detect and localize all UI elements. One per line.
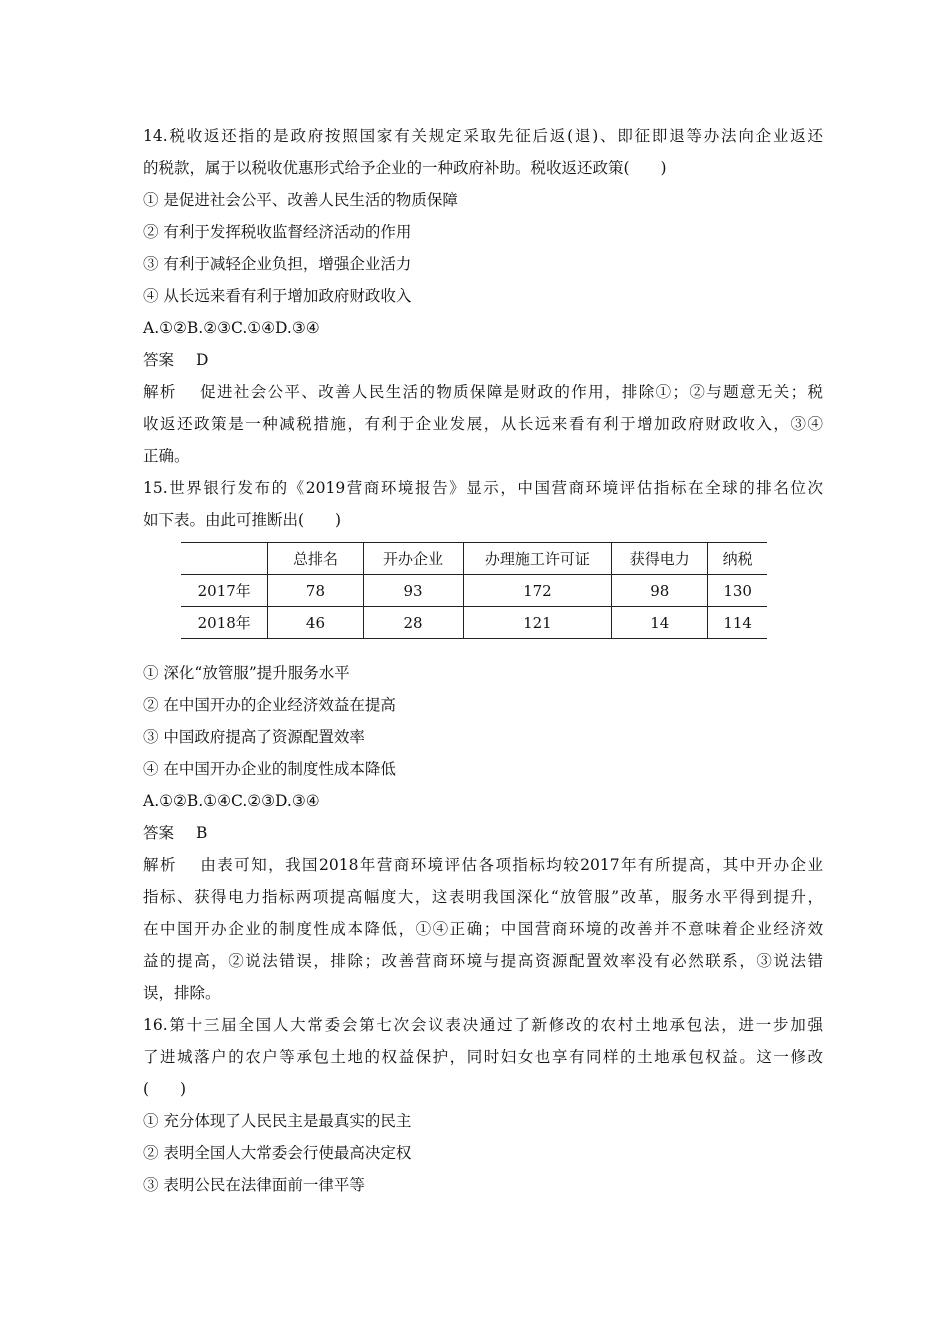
q14-stem-line-2: 的税款，属于以税收优惠形式给予企业的一种政府补助。税收返还政策( ): [143, 159, 667, 177]
q15-option-1: ① 深化“放管服”提升服务水平: [143, 664, 350, 682]
table-cell: 98: [612, 575, 708, 607]
document-page: [143, 120, 823, 1201]
q14-option-2: ② 有利于发挥税收监督经济活动的作用: [143, 223, 412, 241]
q14-option-4: ④ 从长远来看有利于增加政府财政收入: [143, 287, 412, 305]
q14-analysis-line-2: 收返还政策是一种减税措施，有利于企业发展，从长远来看有利于增加政府财政收入，③④: [143, 415, 823, 433]
table-row: [181, 607, 767, 639]
q16-stem-line-3: ( ): [143, 1080, 187, 1098]
q16-stem-line-1: 16.第十三届全国人大常委会第七次会议表决通过了新修改的农村土地承包法，进一步加强: [143, 1016, 823, 1034]
ranking-table: [181, 542, 767, 639]
q15-analysis-line-5: 误，排除。: [143, 984, 221, 1002]
q14-answer-label: 答案: [143, 351, 175, 369]
table-cell: 2017年: [181, 575, 268, 607]
q15-analysis-line-2: 指标、获得电力指标两项提高幅度大，这表明我国深化“放管服”改革，服务水平得到提升，: [143, 888, 823, 906]
table-cell: 14: [612, 607, 708, 639]
q14-answer: [143, 344, 823, 376]
table-header-cell: [181, 543, 268, 575]
table-cell: 172: [463, 575, 612, 607]
q15-answer-value: B: [196, 824, 208, 842]
q16-stem-line-2: 了进城落户的农户等承包土地的权益保护，同时妇女也享有同样的土地承包权益。这一修改: [143, 1048, 823, 1066]
q14-answer-value: D: [196, 351, 209, 369]
table-cell: 121: [463, 607, 612, 639]
q15-option-4: ④ 在中国开办企业的制度性成本降低: [143, 760, 396, 778]
table-header-cell: 开办企业: [363, 543, 463, 575]
table-cell: 2018年: [181, 607, 268, 639]
q15-option-2: ② 在中国开办的企业经济效益在提高: [143, 696, 396, 714]
table-header-cell: 纳税: [708, 543, 767, 575]
q15-analysis-text-1: 由表可知，我国2018年营商环境评估各项指标均较2017年有所提高，其中开办企业: [198, 856, 823, 874]
table-header-cell: 办理施工许可证: [463, 543, 612, 575]
q15-analysis-line-4: 益的提高，②说法错误，排除；改善营商环境与提高资源配置效率没有必然联系，③说法错: [143, 952, 823, 970]
table-header-cell: 总排名: [268, 543, 363, 575]
q14-analysis-text-1: 促进社会公平、改善人民生活的物质保障是财政的作用，排除①；②与题意无关；税: [198, 383, 823, 401]
q15-analysis-line-1: [143, 849, 823, 881]
q14-choices: A.①②B.②③C.①④D.③④: [143, 319, 320, 337]
q14-analysis-line-3: 正确。: [143, 447, 190, 465]
q15-analysis-line-3: 在中国开办企业的制度性成本降低，①④正确；中国营商环境的改善并不意味着企业经济效: [143, 920, 823, 938]
table-cell: 93: [363, 575, 463, 607]
q15-analysis-label: 解析: [143, 856, 177, 874]
table-cell: 130: [708, 575, 767, 607]
q15-option-3: ③ 中国政府提高了资源配置效率: [143, 728, 365, 746]
q14-stem-line-1: 14.税收返还指的是政府按照国家有关规定采取先征后返(退)、即征即退等办法向企业返还: [143, 127, 823, 145]
q14-option-1: ① 是促进社会公平、改善人民生活的物质保障: [143, 191, 458, 209]
q14-analysis-label: 解析: [143, 383, 177, 401]
q15-options: [143, 657, 823, 1201]
table-cell: 78: [268, 575, 363, 607]
table-cell: 114: [708, 607, 767, 639]
q14-option-3: ③ 有利于减轻企业负担，增强企业活力: [143, 255, 412, 273]
table-header-cell: 获得电力: [612, 543, 708, 575]
q15-answer: [143, 817, 823, 849]
q15-stem-line-2: 如下表。由此可推断出( ): [143, 511, 342, 529]
table-header-row: [181, 543, 767, 575]
q15-stem-line-1: 15.世界银行发布的《2019营商环境报告》显示，中国营商环境评估指标在全球的排名位次: [143, 479, 823, 497]
table-row: [181, 575, 767, 607]
q14-analysis-line-1: [143, 376, 823, 408]
q16-option-1: ① 充分体现了人民民主是最真实的民主: [143, 1112, 412, 1130]
q15-answer-label: 答案: [143, 824, 175, 842]
q15-choices: A.①②B.①④C.②③D.③④: [143, 792, 320, 810]
q16-option-2: ② 表明全国人大常委会行使最高决定权: [143, 1144, 412, 1162]
table-cell: 28: [363, 607, 463, 639]
table-cell: 46: [268, 607, 363, 639]
q16-option-3: ③ 表明公民在法律面前一律平等: [143, 1176, 365, 1194]
